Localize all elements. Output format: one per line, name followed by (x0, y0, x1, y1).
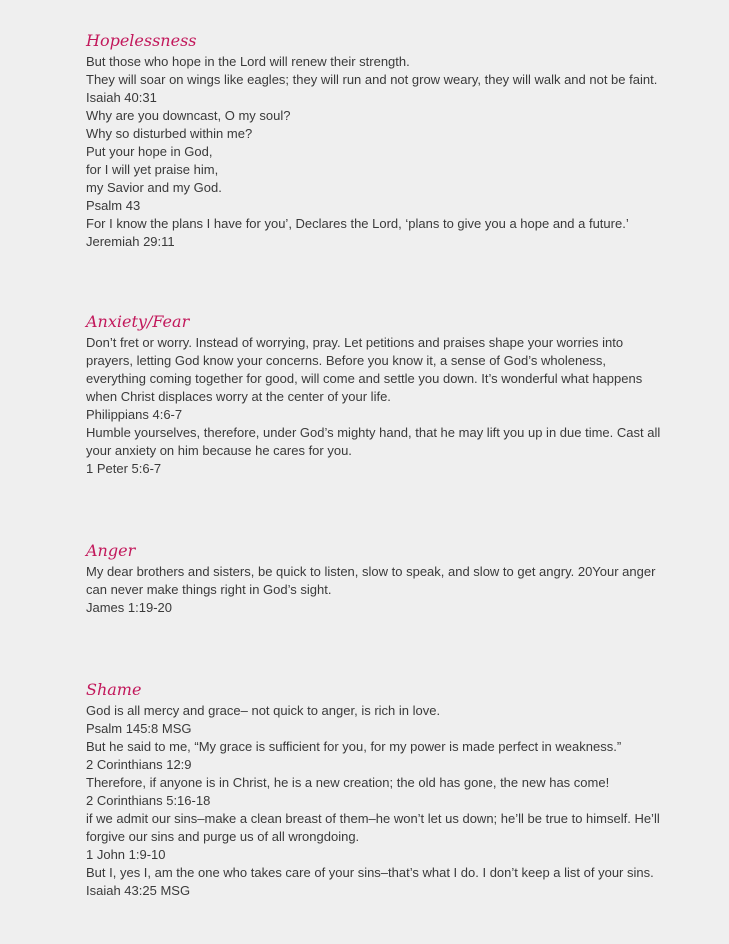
reference-line: 2 Corinthians 12:9 (86, 757, 192, 772)
reference-line: James 1:19-20 (86, 600, 172, 615)
section-hopelessness (86, 30, 686, 251)
text-line: Humble yourselves, therefore, under God’s mighty hand, that he may lift you up in due time. Cast all (86, 425, 661, 440)
text-line: But he said to me, “My grace is sufficient for you, for my power is made perfect in weakness.” (86, 739, 622, 754)
reference-line: 1 Peter 5:6-7 (86, 461, 162, 476)
text-line: Why so disturbed within me? (86, 126, 253, 141)
text-line: Don’t fret or worry. Instead of worrying, pray. Let petitions and praises shape your worries into (86, 335, 624, 350)
text-line: everything coming together for good, will come and settle you down. It’s wonderful what happens (86, 371, 643, 386)
text-line: But I, yes I, am the one who takes care of your sins–that’s what I do. I don’t keep a list of your sins. (86, 865, 654, 880)
text-line: your anxiety on him because he cares for you. (86, 443, 352, 458)
section-heading: Hopelessness (86, 31, 197, 50)
text-line: when Christ displaces worry at the center of your life. (86, 389, 391, 404)
section-shame (86, 679, 686, 900)
text-line: can never make things right in God’s sight. (86, 582, 332, 597)
reference-line: Psalm 43 (86, 198, 141, 213)
text-line: prayers, letting God know your concerns. Before you know it, a sense of God’s wholeness, (86, 353, 607, 368)
text-line: Therefore, if anyone is in Christ, he is a new creation; the old has gone, the new has come! (86, 775, 610, 790)
text-line: if we admit our sins–make a clean breast of them–he won’t let us down; he’ll be true to himself. He’ll (86, 811, 660, 826)
text-line: My dear brothers and sisters, be quick to listen, slow to speak, and slow to get angry. 20Your anger (86, 564, 656, 579)
text-line: God is all mercy and grace– not quick to anger, is rich in love. (86, 703, 441, 718)
text-line: for I will yet praise him, (86, 162, 219, 177)
reference-line: Isaiah 40:31 (86, 90, 157, 105)
text-line: For I know the plans I have for you’, Declares the Lord, ‘plans to give you a hope and a future.’ (86, 216, 629, 231)
section-heading: Anger (86, 541, 136, 560)
text-line: They will soar on wings like eagles; they will run and not grow weary, they will walk and not be faint. (86, 72, 658, 87)
reference-line: Jeremiah 29:11 (86, 234, 175, 249)
reference-line: Isaiah 43:25 MSG (86, 883, 191, 898)
section-anxiety-fear (86, 311, 686, 478)
reference-line: 2 Corinthians 5:16-18 (86, 793, 211, 808)
reference-line: Psalm 145:8 MSG (86, 721, 192, 736)
text-line: Put your hope in God, (86, 144, 213, 159)
section-heading: Anxiety/Fear (86, 312, 190, 331)
text-line: my Savior and my God. (86, 180, 222, 195)
text-line: But those who hope in the Lord will renew their strength. (86, 54, 410, 69)
section-anger (86, 540, 686, 617)
section-heading: Shame (86, 680, 142, 699)
reference-line: 1 John 1:9-10 (86, 847, 166, 862)
reference-line: Philippians 4:6-7 (86, 407, 183, 422)
text-line: Why are you downcast, O my soul? (86, 108, 291, 123)
text-line: forgive our sins and purge us of all wrongdoing. (86, 829, 360, 844)
